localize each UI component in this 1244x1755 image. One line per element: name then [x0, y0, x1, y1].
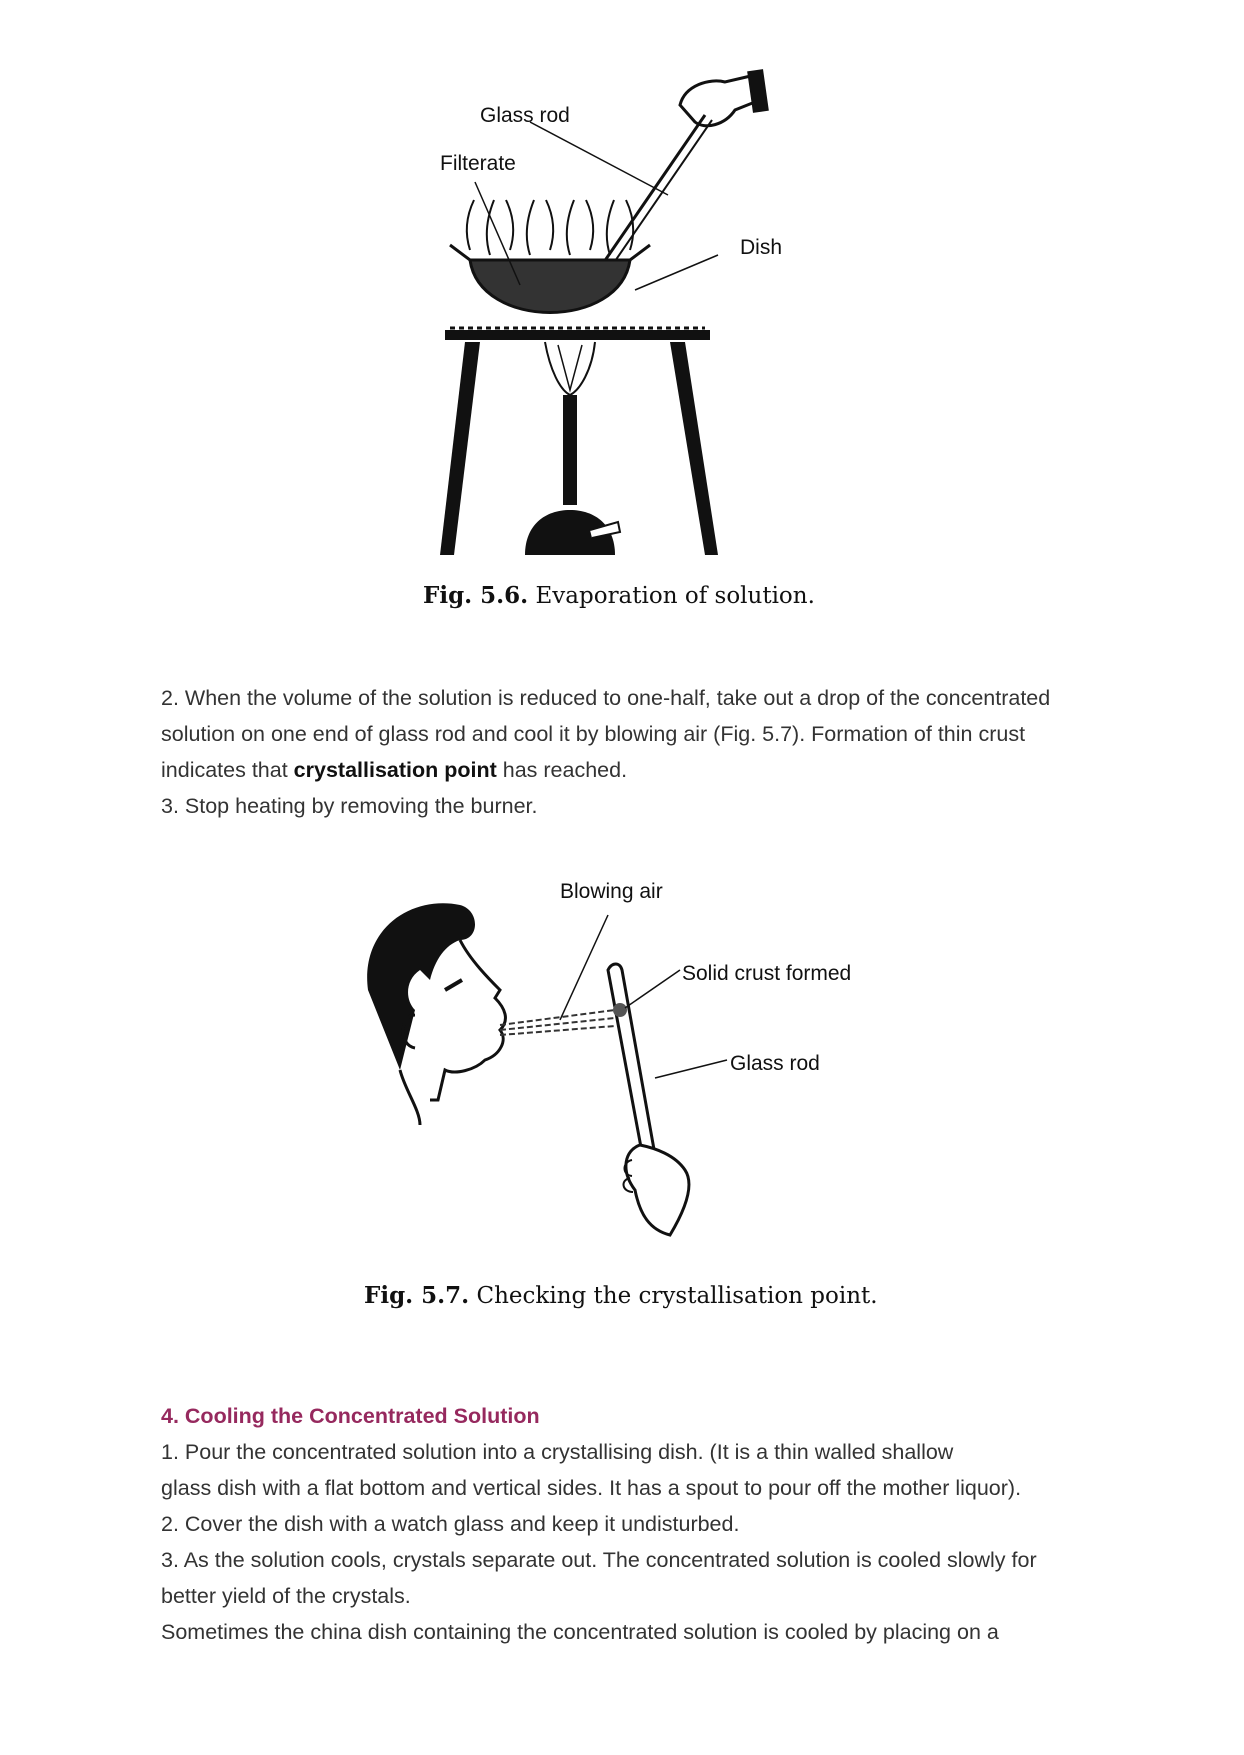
step-3-line: 3. Stop heating by removing the burner. — [161, 794, 538, 818]
instructions-cooling — [161, 1398, 1101, 1650]
step-2-line-3: indicates that crystallisation point has reached. — [161, 758, 628, 782]
label-dish: Dish — [740, 236, 783, 259]
figure-5-6-number: Fig. 5.6. — [423, 582, 529, 609]
figure-5-7-number: Fig. 5.7. — [364, 1282, 470, 1309]
figure-5-6-title: Evaporation of solution. — [535, 583, 815, 609]
cooling-line-1: 1. Pour the concentrated solution into a crystallising dish. (It is a thin walled shallow — [161, 1440, 954, 1464]
cooling-line-4: 3. As the solution cools, crystals separate out. The concentrated solution is cooled slowly for — [161, 1548, 1037, 1572]
step-2-line-2: solution on one end of glass rod and cool it by blowing air (Fig. 5.7). Formation of thin crust — [161, 722, 1026, 746]
figure-crystallisation-check — [350, 870, 890, 1260]
figure-5-7-caption — [364, 1282, 878, 1309]
cooling-line-5: better yield of the crystals. — [161, 1584, 411, 1608]
cooling-line-6: Sometimes the china dish containing the concentrated solution is cooled by placing on a — [161, 1620, 999, 1644]
step-2-line-1: 2. When the volume of the solution is reduced to one-half, take out a drop of the concentrated — [161, 686, 1051, 710]
label-glass-rod-2: Glass rod — [730, 1052, 820, 1075]
section-heading-cooling: 4. Cooling the Concentrated Solution — [161, 1404, 540, 1428]
cooling-line-3: 2. Cover the dish with a watch glass and keep it undisturbed. — [161, 1512, 740, 1536]
label-filterate: Filterate — [440, 152, 516, 175]
label-blowing-air: Blowing air — [560, 880, 663, 903]
cooling-line-2: glass dish with a flat bottom and vertical sides. It has a spout to pour off the mother liquor). — [161, 1476, 1022, 1500]
evaporation-diagram — [420, 60, 820, 570]
figure-5-6-caption — [423, 582, 815, 609]
figure-5-7-title: Checking the crystallisation point. — [476, 1283, 878, 1309]
crystallisation-point-term: crystallisation point — [293, 758, 497, 782]
instructions-evaporation — [161, 680, 1101, 824]
figure-evaporation — [420, 60, 820, 570]
label-solid-crust: Solid crust formed — [682, 962, 852, 985]
label-glass-rod: Glass rod — [480, 104, 570, 127]
